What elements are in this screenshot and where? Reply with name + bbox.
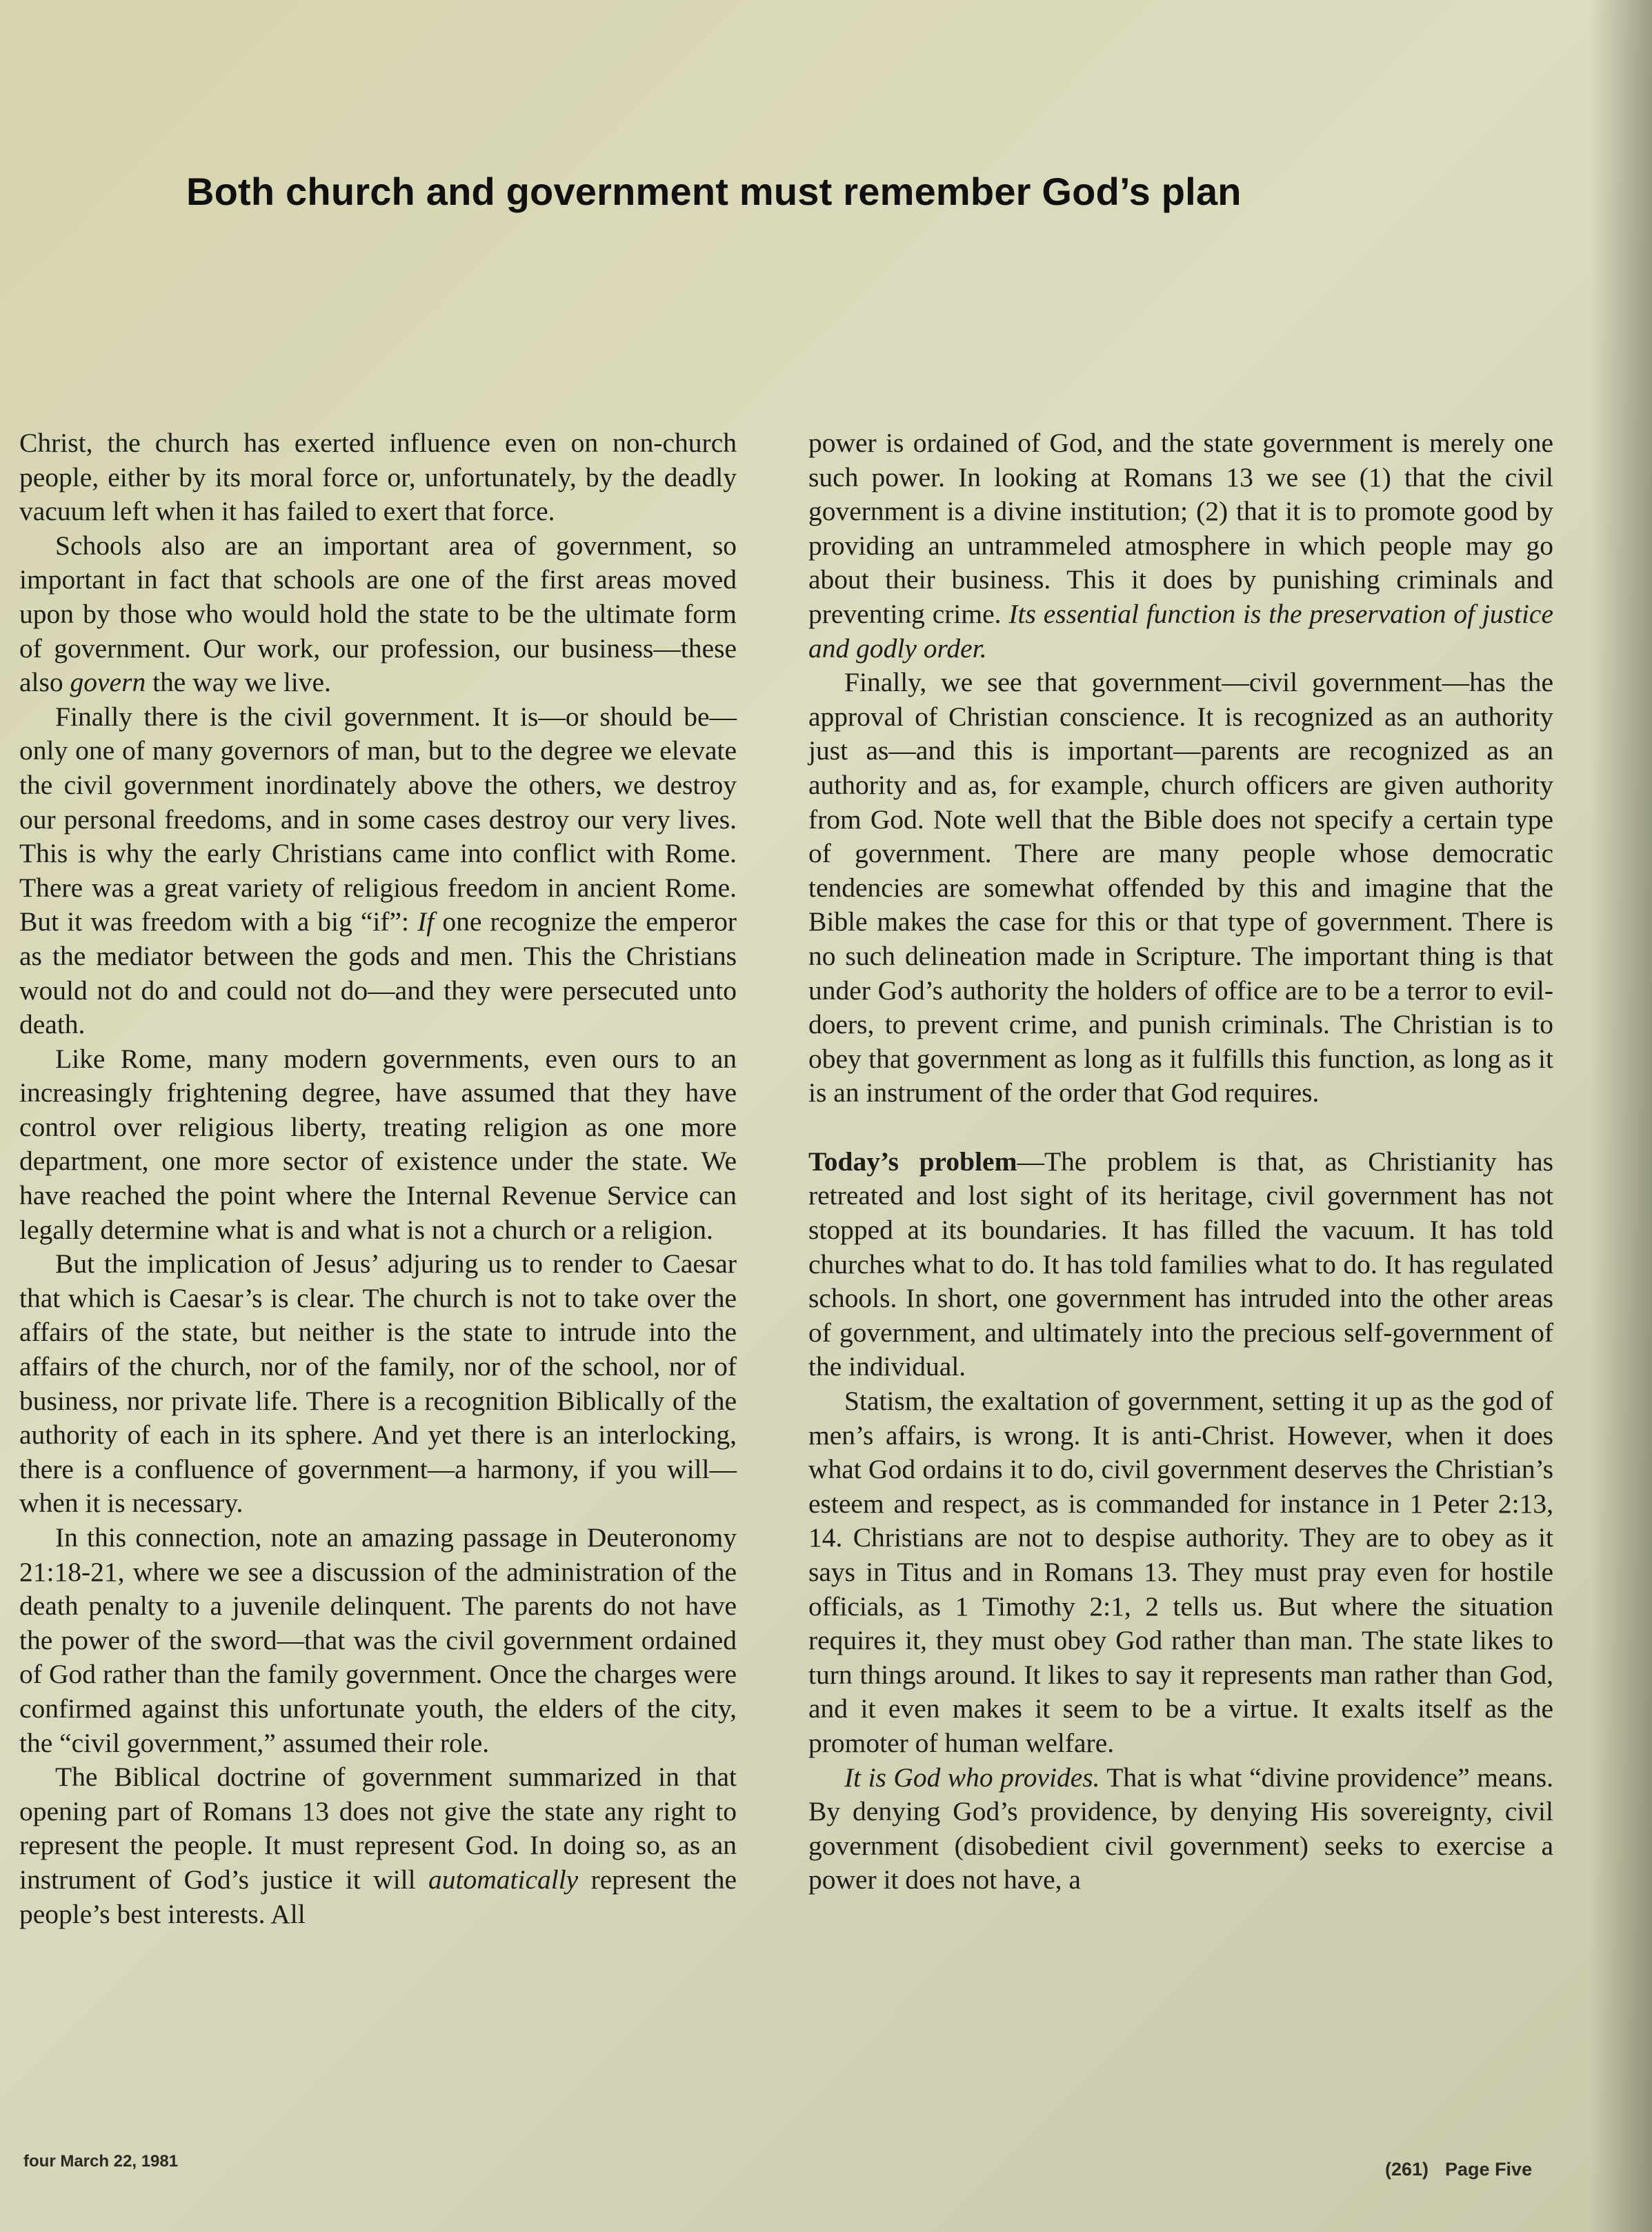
article-headline: Both church and government must remember God’s plan [186, 170, 1242, 213]
paragraph: Today’s problem—The problem is that, as Christianity has retreated and lost sight of its heritage, civil government has not stopped at its boundaries. It has filled the vacuum. It has told churches what to do. It has told families what to do. It has regulated schools. In short, one government has intruded into the other areas of government, and ultimately into the precious self-government of the individual. [808, 1146, 1553, 1382]
footer-date: four March 22, 1981 [23, 2152, 179, 2171]
paragraph: Finally there is the civil government. It is—or should be—only one of many governors of man, but to the degree we elevate the civil government inordinately above the others, we destroy our personal freedoms, and in some cases destroy our very lives. This is why the early Christians came into conflict with Rome. There was a great variety of religious freedom in ancient Rome. But it was freedom with a big “if”: If one recognize the emperor as the mediator between the gods and men. This the Christians would not do and could not do—and they were persecuted unto death. [19, 701, 737, 1040]
right-column [808, 426, 1553, 1897]
paragraph: power is ordained of God, and the state government is merely one such power. In looking at Romans 13 we see (1) that the civil government is a divine institution; (2) that it is to promote good by providing an untrammeled atmosphere in which people may go about their business. This it does by punishing criminals and preventing crime. Its essential function is the preservation of justice and godly order. [808, 428, 1553, 664]
paragraph: Schools also are an important area of government, so important in fact that schools are one of the first areas moved upon by those who would hold the state to be the ultimate form of government. Our work, our profession, our business—these also govern the way we live. [19, 530, 737, 698]
paragraph: Finally, we see that government—civil government—has the approval of Christian conscience. It is recognized as an authority just as—and this is important—parents are recognized as an authority and as, for example, church officers are given authority from God. Note well that the Bible does not specify a certain type of government. There are many people whose democratic tendencies are somewhat offended by this and imagine that the Bible makes the case for this or that type of government. There is no such delineation made in Scripture. The important thing is that under God’s authority the holders of office are to be a terror to evil-doers, to prevent crime, and punish criminals. The Christian is to obey that government as long as it fulfills this function, as long as it is an instrument of the order that God requires. [808, 667, 1553, 1108]
show-through-background [0, 110, 793, 435]
paragraph: The Biblical doctrine of government summarized in that opening part of Romans 13 does not give the state any right to represent the people. It must represent God. In doing so, as an instrument of God’s justice it will automatically represent the people’s best interests. All [19, 1762, 737, 1929]
paragraph: But the implication of Jesus’ adjuring us to render to Caesar that which is Caesar’s is clear. The church is not to take over the affairs of the state, but neither is the state to intrude into the affairs of the church, nor of the family, nor of the school, nor of business, nor private life. There is a recognition Biblically of the authority of each in its sphere. And yet there is an interlocking, there is a confluence of government—a harmony, if you will—when it is necessary. [19, 1248, 737, 1519]
page-edge-shadow [1590, 0, 1652, 2232]
page-number: (261) [1385, 2159, 1429, 2180]
paragraph: Christ, the church has exerted influence even on non-church people, either by its moral force or, unfortunately, by the deadly vacuum left when it has failed to exert that force. [19, 428, 737, 527]
paragraph: In this connection, note an amazing passage in Deuteronomy 21:18-21, where we see a discussion of the administration of the death penalty to a juvenile delinquent. The parents do not have the power of the sword—that was the civil government ordained of God rather than the family government. Once the charges were confirmed against this unfortunate youth, the elders of the city, the “civil government,” assumed their role. [19, 1522, 737, 1758]
paragraph: Like Rome, many modern governments, even ours to an increasingly frightening degree, have assumed that they have control over religious liberty, treating religion as one more department, one more sector of existence under the state. We have reached the point where the Internal Revenue Service can legally determine what is and what is not a church or a religion. [19, 1043, 737, 1245]
left-column [19, 426, 737, 1931]
footer-page [1385, 2159, 1549, 2180]
page-label: Page Five [1445, 2159, 1533, 2180]
section-heading: Today’s problem [808, 1146, 1017, 1177]
paragraph: It is God who provides. That is what “divine providence” means. By denying God’s providence, by denying His sovereignty, civil government (disobedient civil government) seeks to exercise a power it does not have, a [808, 1762, 1553, 1895]
paragraph: Statism, the exaltation of government, setting it up as the god of men’s affairs, is wrong. It is anti-Christ. However, when it does what God ordains it to do, civil government deserves the Christian’s esteem and respect, as is commanded for instance in 1 Peter 2:13, 14. Christians are not to despise authority. They are to obey as it says in Titus and in Romans 13. They must pray even for hostile officials, as 1 Timothy 2:1, 2 tells us. But where the situation requires it, they must obey God rather than man. The state likes to turn things around. It likes to say it represents man rather than God, and it even makes it seem to be a virtue. It exalts itself as the promoter of human welfare. [808, 1386, 1553, 1758]
